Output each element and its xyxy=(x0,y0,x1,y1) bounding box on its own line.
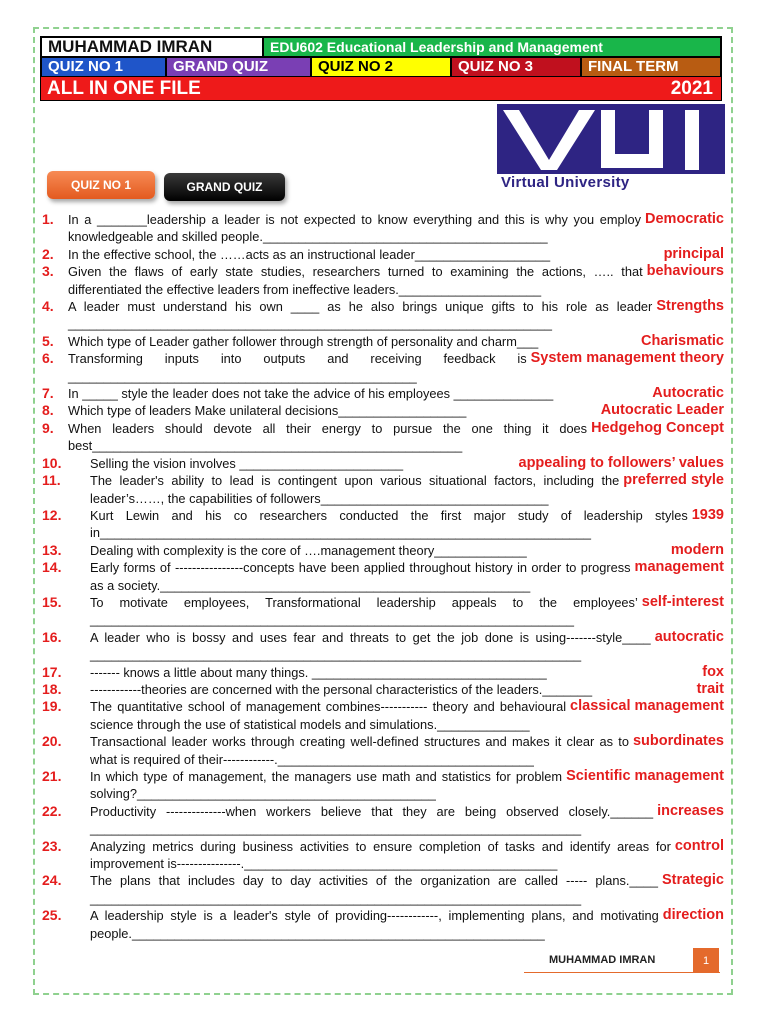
question-item xyxy=(42,542,724,559)
question-number: 24. xyxy=(42,872,62,889)
question-text: Which type of Leader gather follower through strength of personality and charm___ xyxy=(68,333,539,349)
answer-text: 1939 xyxy=(691,506,724,523)
question-item xyxy=(42,768,724,803)
question-body xyxy=(68,298,724,333)
question-number: 17. xyxy=(42,663,62,680)
question-text: Which type of leaders Make unilateral decisions__________________ xyxy=(68,403,467,419)
question-body xyxy=(90,455,724,472)
answer-text: Scientific management xyxy=(566,768,724,784)
vu-logo xyxy=(497,104,725,194)
question-text: A leader who is bossy and uses fear and threats to get the job done is using-------style____ _____________________________________________________________________ xyxy=(90,629,651,663)
answer-text: Strategic xyxy=(661,872,724,889)
answer-text: autocratic xyxy=(654,628,724,645)
question-body xyxy=(68,402,724,419)
question-body xyxy=(90,768,724,803)
question-item xyxy=(42,872,724,907)
tab-final-term[interactable]: FINAL TERM xyxy=(581,57,721,77)
question-item xyxy=(42,594,724,629)
question-item xyxy=(42,803,724,838)
answer-text: Strengths xyxy=(656,298,724,315)
page-number: 1 xyxy=(693,948,719,973)
question-text: Productivity --------------when workers believe that they are being observed closely.______ _____________________________________________________________________ xyxy=(90,803,654,837)
answer-text: preferred style xyxy=(623,472,724,489)
answer-text: appealing to followers’ values xyxy=(518,454,724,471)
tab-quiz-1[interactable]: QUIZ NO 1 xyxy=(41,57,166,77)
question-item xyxy=(42,907,724,942)
answer-text: modern xyxy=(670,541,724,558)
question-body xyxy=(90,559,724,594)
question-item xyxy=(42,402,724,419)
banner-title: ALL IN ONE FILE xyxy=(47,78,201,99)
question-number: 18. xyxy=(42,680,62,697)
tab-quiz-3[interactable]: QUIZ NO 3 xyxy=(451,57,581,77)
question-text: Early forms of ----------------concepts have been applied throughout history in order to progress as a society.____________________________________________________ xyxy=(90,560,631,593)
question-text: The leader's ability to lead is contingent upon various situational factors, including the leader’s……, the capabilities of followers________________________________ xyxy=(90,473,620,506)
question-number: 6. xyxy=(42,350,54,367)
question-number: 16. xyxy=(42,628,62,645)
question-number: 7. xyxy=(42,385,54,402)
question-body xyxy=(90,681,724,698)
header-table xyxy=(40,36,722,101)
question-body xyxy=(68,420,724,455)
question-text: To motivate employees, Transformational leadership appeals to the employees’ ____________________________________________________________________ xyxy=(90,594,638,628)
question-text: ------- knows a little about many things. _________________________________ xyxy=(90,664,547,680)
answer-text: Charismatic xyxy=(640,332,724,349)
question-number: 9. xyxy=(42,419,54,436)
question-item xyxy=(42,507,724,542)
question-item xyxy=(42,263,724,298)
question-item xyxy=(42,298,724,333)
answer-text: trait xyxy=(696,680,724,697)
question-number: 19. xyxy=(42,698,62,715)
question-number: 10. xyxy=(42,454,62,471)
answer-text: behaviours xyxy=(646,263,724,280)
question-item xyxy=(42,333,724,350)
answer-text: Autocratic Leader xyxy=(600,402,724,419)
question-text: A leadership style is a leader's style of providing------------, implementing plans, and motivating people.__________________________________________________________ xyxy=(90,908,659,941)
answer-text: control xyxy=(674,837,724,854)
footer-author: MUHAMMAD IMRAN xyxy=(549,954,656,966)
question-item xyxy=(42,350,724,385)
answer-text: self-interest xyxy=(641,593,724,610)
grand-quiz-button[interactable]: GRAND QUIZ xyxy=(164,173,285,201)
course-title: EDU602 Educational Leadership and Management xyxy=(263,37,721,57)
question-text: Dealing with complexity is the core of ….management theory_____________ xyxy=(90,542,527,558)
question-number: 13. xyxy=(42,541,62,558)
question-body xyxy=(90,472,724,507)
question-text: Given the flaws of early state studies, researchers turned to examining the actions, ….. that differentiated the effective leaders from ineffective leaders.____________________ xyxy=(68,264,643,297)
question-item xyxy=(42,733,724,768)
question-body xyxy=(90,507,724,542)
question-text: A leader must understand his own ____ as he also brings unique gifts to his role as leader ____________________________________________________________________ xyxy=(68,299,653,332)
question-item xyxy=(42,420,724,455)
question-number: 21. xyxy=(42,768,62,784)
answer-text: classical management xyxy=(570,698,724,715)
question-number: 4. xyxy=(42,298,54,315)
question-body xyxy=(90,838,724,873)
question-body xyxy=(90,542,724,559)
question-text: Transforming inputs into outputs and receiving feedback is _________________________________________________ xyxy=(68,351,527,384)
answer-text: management xyxy=(634,559,724,576)
question-body xyxy=(68,385,724,402)
answer-text: fox xyxy=(702,663,724,680)
question-number: 8. xyxy=(42,402,54,419)
question-number: 23. xyxy=(42,837,62,854)
question-text: In which type of management, the managers use math and statistics for problem solving?__________________________________________ xyxy=(90,769,563,802)
question-text: In the effective school, the ……acts as an instructional leader___________________ xyxy=(68,246,551,262)
question-text: In a _______leadership a leader is not expected to know everything and this is why you employ knowledgeable and skilled people.________________________________________ xyxy=(68,212,642,245)
question-body xyxy=(68,333,724,350)
author-name: MUHAMMAD IMRAN xyxy=(41,37,263,57)
question-number: 14. xyxy=(42,559,62,576)
question-text: The plans that includes day to day activities of the organization are called ----- plans.____ _____________________________________________________________________ xyxy=(90,873,658,906)
tab-grand-quiz[interactable]: GRAND QUIZ xyxy=(166,57,311,77)
vu-logo-mark xyxy=(497,104,725,174)
question-body xyxy=(90,664,724,681)
question-body xyxy=(90,803,724,838)
answer-text: Democratic xyxy=(645,211,724,227)
question-item xyxy=(42,838,724,873)
question-text: Selling the vision involves _______________________ xyxy=(90,455,404,471)
question-number: 20. xyxy=(42,733,62,750)
question-text: Transactional leader works through creating well-defined structures and makes it clear as to what is required of their------------.____________________________________ xyxy=(90,734,629,767)
question-number: 22. xyxy=(42,802,62,819)
answer-text: principal xyxy=(663,245,724,262)
answer-text: increases xyxy=(657,802,724,819)
question-number: 3. xyxy=(42,263,54,280)
question-body xyxy=(68,350,724,385)
question-number: 12. xyxy=(42,506,62,523)
question-item xyxy=(42,681,724,698)
tab-quiz-2[interactable]: QUIZ NO 2 xyxy=(311,57,451,77)
question-text: In _____ style the leader does not take the advice of his employees ______________ xyxy=(68,386,554,402)
question-text: Kurt Lewin and his co researchers conducted the first major study of leadership styles in_____________________________________________________________________ xyxy=(90,507,688,541)
question-body xyxy=(90,594,724,629)
answer-text: System management theory xyxy=(530,350,724,367)
question-body xyxy=(68,211,724,246)
question-item xyxy=(42,211,724,246)
question-number: 5. xyxy=(42,332,54,349)
question-number: 15. xyxy=(42,593,62,610)
question-item xyxy=(42,472,724,507)
banner-year: 2021 xyxy=(670,78,713,99)
question-item xyxy=(42,629,724,664)
answer-text: Hedgehog Concept xyxy=(591,419,724,436)
question-number: 11. xyxy=(42,472,61,489)
vu-logo-caption: Virtual University xyxy=(501,174,630,191)
question-body xyxy=(68,263,724,298)
question-text: Analyzing metrics during business activities to ensure completion of tasks and identify areas for improvement is---------------.____________________________________________ xyxy=(90,838,671,872)
question-body xyxy=(90,733,724,768)
question-item xyxy=(42,246,724,263)
question-item xyxy=(42,664,724,681)
banner xyxy=(41,77,721,100)
question-number: 1. xyxy=(42,211,54,227)
question-body xyxy=(90,907,724,942)
question-number: 2. xyxy=(42,245,54,262)
question-text: The quantitative school of management combines----------- theory and behavioural science through the use of statistical models and simulations._____________ xyxy=(90,699,567,732)
answer-text: subordinates xyxy=(632,733,724,750)
answer-text: Autocratic xyxy=(652,385,724,402)
footer-divider xyxy=(524,972,720,973)
quiz-1-button[interactable]: QUIZ NO 1 xyxy=(47,171,155,199)
question-item xyxy=(42,455,724,472)
question-item xyxy=(42,559,724,594)
question-item xyxy=(42,385,724,402)
answer-text: direction xyxy=(662,907,724,924)
question-text: When leaders should devote all their energy to pursue the one thing it does best____________________________________________________ xyxy=(68,420,588,454)
question-item xyxy=(42,698,724,733)
question-list xyxy=(42,211,724,942)
question-body xyxy=(90,872,724,907)
question-body xyxy=(90,698,724,733)
question-text: ------------theories are concerned with the personal characteristics of the leaders._______ xyxy=(90,681,593,697)
question-number: 25. xyxy=(42,907,62,924)
question-body xyxy=(68,246,724,263)
question-body xyxy=(90,629,724,664)
